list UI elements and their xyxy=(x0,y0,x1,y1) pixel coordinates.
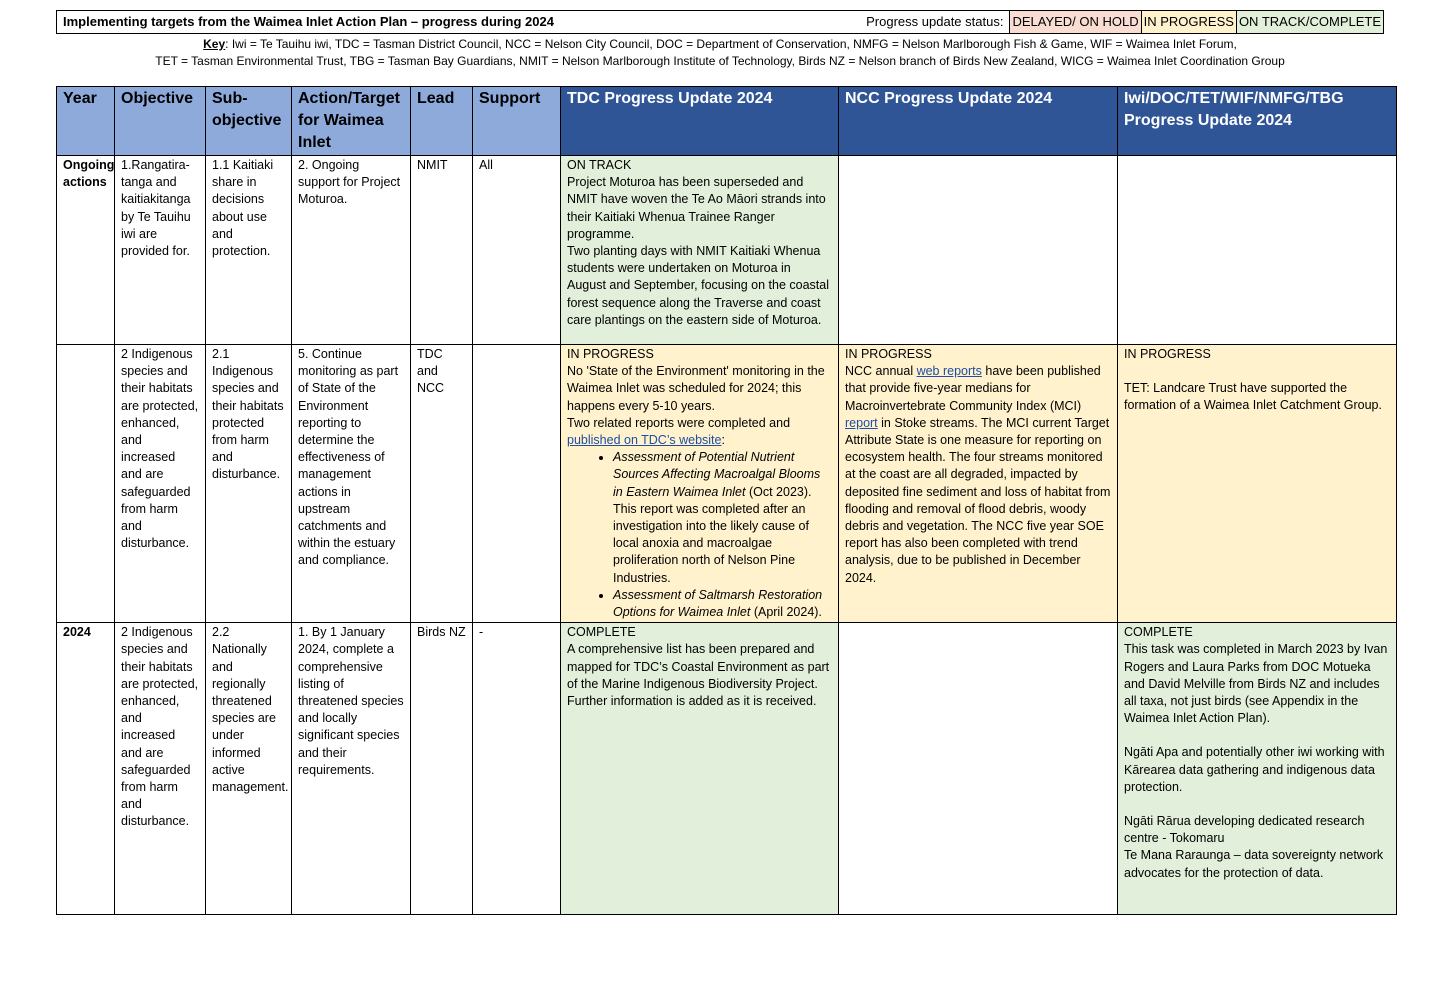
col-iwi: Iwi/DOC/TET/WIF/NMFG/TBG Progress Update 2024 xyxy=(1118,87,1397,156)
ncc-text: NCC annual xyxy=(845,364,917,379)
spacer xyxy=(1124,796,1390,813)
iwi-paragraph: This task was completed in March 2023 by Ivan Rogers and Laura Parks from DOC Motueka and David Melville from Birds NZ and includes all taxa, not just birds (see Appendix in the Waimea Inlet Action Plan). xyxy=(1124,642,1388,726)
progress-table xyxy=(56,86,1397,915)
tdc-text: Two related reports were completed and xyxy=(567,415,791,430)
status-badge-on-track: ON TRACK/COMPLETE xyxy=(1236,11,1383,33)
col-subobjective: Sub-objective xyxy=(206,87,292,156)
action-cell: 5. Continue monitoring as part of State of the Environment reporting to determine the effectiveness of management actions in upstream catchments and within the estuary and compliance. xyxy=(292,345,411,623)
web-reports-link[interactable]: web reports xyxy=(916,364,982,379)
iwi-status: IN PROGRESS xyxy=(1124,347,1211,361)
table-row xyxy=(57,623,1397,915)
subobjective-cell: 2.2 Nationally and regionally threatened species are under informed active management. xyxy=(206,623,292,915)
key-line-2: TET = Tasman Environmental Trust, TBG = Tasman Bay Guardians, NMIT = Nelson Marlborough Institute of Technology, Birds NZ = Nelson branch of Birds New Zealand, WICG = Waimea Inlet Coordination Group xyxy=(155,54,1285,68)
lead-cell: NMIT xyxy=(411,156,473,345)
col-tdc: TDC Progress Update 2024 xyxy=(561,87,839,156)
spacer xyxy=(1124,727,1390,744)
objective-cell: 1.Rangatira-tanga and kaitiakitanga by Te Tauihu iwi are provided for. xyxy=(115,156,206,345)
report-link[interactable]: report xyxy=(845,415,878,430)
table-row xyxy=(57,156,1397,345)
iwi-update-cell xyxy=(1118,156,1397,345)
col-lead: Lead xyxy=(411,87,473,156)
tdc-update-cell xyxy=(561,345,839,623)
action-cell: 2. Ongoing support for Project Moturoa. xyxy=(292,156,411,345)
iwi-status: COMPLETE xyxy=(1124,625,1193,640)
ncc-update-cell xyxy=(839,345,1118,623)
lead-cell: Birds NZ xyxy=(411,623,473,915)
ncc-update-cell xyxy=(839,623,1118,915)
title-bar xyxy=(56,10,1384,34)
action-cell: 1. By 1 January 2024, complete a comprehensive listing of threatened species and locally significant species and their requirements. xyxy=(292,623,411,915)
objective-cell: 2 Indigenous species and their habitats are protected, enhanced, and increased and are safeguarded from harm and disturbance. xyxy=(115,345,206,623)
status-legend-label: Progress update status: xyxy=(866,14,1004,29)
tdc-status: IN PROGRESS xyxy=(567,347,654,361)
status-badge-delayed: DELAYED/ ON HOLD xyxy=(1009,11,1140,33)
table-row xyxy=(57,345,1397,623)
col-ncc: NCC Progress Update 2024 xyxy=(839,87,1118,156)
tdc-website-link[interactable]: published on TDC’s website xyxy=(567,433,722,448)
ncc-paragraph xyxy=(845,363,1111,587)
ncc-text: in Stoke streams. The MCI current Target Attribute State is one measure for reporting on ecosystem health. The four streams monitored at the coast are all degraded, impacted by deposited fine sediment and loss of habitat from flooding and removal of flood debris, woody debris and vegetation. The NCC five year SOE report has also been completed with trend analysis, due to be published in December 2024. xyxy=(845,415,1111,585)
report-title: Assessment of Saltmarsh Restoration Options for Waimea Inlet xyxy=(613,587,823,620)
table-header-row xyxy=(57,87,1397,156)
iwi-paragraph: TET: Landcare Trust have supported the formation of a Waimea Inlet Catchment Group. xyxy=(1124,381,1382,413)
report-detail: (April 2024). xyxy=(750,605,822,620)
tdc-paragraph: No 'State of the Environment' monitoring in the Waimea Inlet was scheduled for 2024; this happens every 5-10 years. xyxy=(567,364,825,413)
support-cell xyxy=(473,345,561,623)
objective-cell: 2 Indigenous species and their habitats are protected, enhanced, and increased and are safeguarded from harm and disturbance. xyxy=(115,623,206,915)
ncc-status: IN PROGRESS xyxy=(845,347,932,361)
key-label: Key xyxy=(203,37,226,51)
tdc-update-cell xyxy=(561,156,839,345)
tdc-status: ON TRACK xyxy=(567,158,632,172)
tdc-status: COMPLETE xyxy=(567,625,636,640)
lead-cell: TDC and NCC xyxy=(411,345,473,623)
key-legend xyxy=(56,36,1384,70)
tdc-update-cell xyxy=(561,623,839,915)
iwi-paragraph: Ngāti Apa and potentially other iwi working with Kārearea data gathering and indigenous data protection. xyxy=(1124,745,1385,794)
iwi-update-cell xyxy=(1118,345,1397,623)
tdc-paragraph xyxy=(567,415,832,449)
ncc-update-cell xyxy=(839,156,1118,345)
year-cell xyxy=(57,345,115,623)
list-item xyxy=(613,587,832,621)
status-badge-in-progress: IN PROGRESS xyxy=(1141,11,1236,33)
col-action: Action/Target for Waimea Inlet xyxy=(292,87,411,156)
key-line-1 xyxy=(56,36,1384,53)
spacer xyxy=(1124,363,1390,380)
report-title: Assessment of Potential Nutrient Sources Affecting Macroalgal Blooms in Eastern Waimea Inlet xyxy=(613,450,821,499)
page-title: Implementing targets from the Waimea Inlet Action Plan – progress during 2024 xyxy=(63,14,554,29)
subobjective-cell: 1.1 Kaitiaki share in decisions about use and protection. xyxy=(206,156,292,345)
year-cell: Ongoing actions xyxy=(57,156,115,345)
support-cell: All xyxy=(473,156,561,345)
key-text-1: : Iwi = Te Tauihu iwi, TDC = Tasman District Council, NCC = Nelson City Council, DOC = Department of Conservation, NMFG = Nelson Marlborough Fish & Game, WIF = Waimea Inlet Forum, xyxy=(225,37,1237,51)
report-detail: (Oct 2023). This report was completed after an investigation into the likely cause of local anoxia and macroalgae proliferation north of Nelson Pine Industries. xyxy=(613,484,812,585)
iwi-update-cell xyxy=(1118,623,1397,915)
year-cell: 2024 xyxy=(57,623,115,915)
tdc-paragraph: A comprehensive list has been prepared and mapped for TDC’s Coastal Environment as part of the Marine Indigenous Biodiversity Project. Further information is added as it is received. xyxy=(567,642,830,709)
iwi-paragraph: Ngāti Rārua developing dedicated research centre - Tokomaru xyxy=(1124,814,1365,846)
col-year: Year xyxy=(57,87,115,156)
tdc-colon: : xyxy=(721,433,725,448)
report-list xyxy=(567,449,832,621)
tdc-paragraph: Project Moturoa has been superseded and NMIT have woven the Te Ao Māori strands into their Kaitiaki Whenua Trainee Ranger programme. xyxy=(567,175,826,241)
ncc-text: have been published that provide five-year medians for Macroinvertebrate Community Index (MCI) xyxy=(845,364,1101,413)
list-item xyxy=(613,449,832,587)
col-support: Support xyxy=(473,87,561,156)
support-cell: - xyxy=(473,623,561,915)
subobjective-cell: 2.1 Indigenous species and their habitats protected from harm and disturbance. xyxy=(206,345,292,623)
iwi-paragraph: Te Mana Raraunga – data sovereignty network advocates for the protection of data. xyxy=(1124,848,1384,880)
col-objective: Objective xyxy=(115,87,206,156)
tdc-paragraph: Two planting days with NMIT Kaitiaki Whenua students were undertaken on Moturoa in August and September, focusing on the coastal forest sequence along the Traverse and coast care plantings on the eastern side of Moturoa. xyxy=(567,244,829,327)
